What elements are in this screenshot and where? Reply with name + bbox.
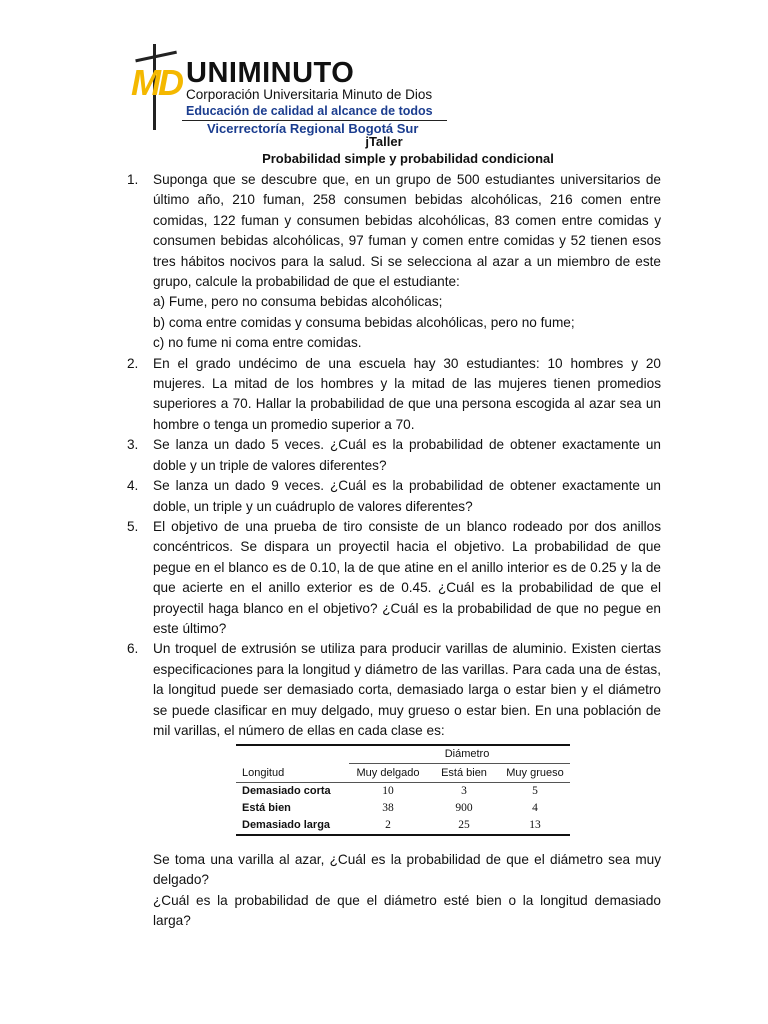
question-number: 6. bbox=[127, 641, 139, 657]
question-list bbox=[127, 170, 661, 741]
document-title: jTaller bbox=[365, 134, 403, 149]
table-row-label: Está bien bbox=[242, 802, 291, 814]
question-4 bbox=[127, 476, 661, 517]
table-row-label: Demasiado corta bbox=[242, 785, 331, 797]
question-text: Se lanza un dado 5 veces. ¿Cuál es la probabilidad de obtener exactamente un doble y un triple de valores diferentes? bbox=[153, 437, 661, 473]
table-row bbox=[236, 817, 570, 834]
question-text: El objetivo de una prueba de tiro consiste de un blanco rodeado por dos anillos concéntricos. Se dispara un proyectil hacia el objetivo. La probabilidad de que pegue en el blanco es de 0.10, la de que atine en el anillo interior es de 0.25 y la de que acierte en el anillo exterior es de 0.45. ¿Cuál es la probabilidad de que el proyectil haga blanco en el objetivo? ¿Cuál es la probabilidad de que no pegue en este último? bbox=[153, 518, 661, 636]
question-number: 1. bbox=[127, 172, 139, 187]
table-cell: 25 bbox=[458, 819, 470, 831]
question-text: Se lanza un dado 9 veces. ¿Cuál es la probabilidad de obtener exactamente un doble, un triple y un cuádruplo de valores diferentes? bbox=[153, 478, 661, 514]
table-row bbox=[236, 800, 570, 817]
question-3 bbox=[127, 435, 661, 476]
org-tagline: Educación de calidad al alcance de todos bbox=[186, 104, 433, 118]
question-text: Suponga que se descubre que, en un grupo de 500 estudiantes universitarios de último año, 210 fuman, 258 consumen bebidas alcohólicas, 216 comen entre comidas, 122 fuman y consumen bebidas alcohólicas, 83 comen entre comidas y consumen bebidas alcohólicas, 97 fuman y comen entre comidas y 52 tienen esos tres hábitos nocivos para la salud. Si se selecciona al azar a un miembro de este grupo, calcule la probabilidad de que el estudiante: bbox=[153, 172, 661, 290]
question-number: 4. bbox=[127, 478, 139, 494]
followup-question: Se toma una varilla al azar, ¿Cuál es la probabilidad de que el diámetro sea muy delgado? bbox=[153, 852, 661, 888]
rod-classification-table bbox=[236, 744, 570, 836]
org-name: UNIMINUTO bbox=[186, 57, 355, 89]
question-1 bbox=[127, 170, 661, 354]
md-cross-logo-icon bbox=[125, 42, 187, 132]
table-row-header: Longitud bbox=[242, 767, 285, 779]
question-option: b) coma entre comidas y consuma bebidas alcohólicas, pero no fume; bbox=[153, 314, 575, 330]
question-text: Un troquel de extrusión se utiliza para producir varillas de aluminio. Existen ciertas especificaciones para la longitud y diámetro de las varillas. Para cada una de éstas, la longitud puede ser demasiado corta, demasiado larga o estar bien y el diámetro se puede clasificar en muy delgado, muy grueso o estar bien. En una población de mil varillas, el número de ellas en cada clase es: bbox=[153, 641, 661, 738]
question-number: 5. bbox=[127, 518, 139, 534]
table-cell: 5 bbox=[532, 785, 538, 797]
table-column-header: Muy grueso bbox=[506, 767, 564, 779]
table-cell: 38 bbox=[382, 802, 394, 814]
uniminuto-logo bbox=[125, 42, 445, 136]
table-cell: 900 bbox=[455, 802, 473, 814]
table-group-header: Diámetro bbox=[444, 748, 490, 760]
question-option: c) no fume ni coma entre comidas. bbox=[153, 335, 362, 351]
table-cell: 3 bbox=[461, 785, 467, 797]
table-column-header: Está bien bbox=[441, 767, 487, 779]
table-cell: 13 bbox=[529, 819, 541, 831]
table-column-header: Muy delgado bbox=[356, 767, 420, 779]
table-group-header-row bbox=[236, 746, 570, 765]
table-cell: 4 bbox=[532, 802, 538, 814]
table-group-underline bbox=[349, 763, 570, 764]
question-number: 2. bbox=[127, 355, 139, 371]
table-cell: 2 bbox=[385, 819, 391, 831]
question-6 bbox=[127, 639, 661, 741]
table-header-row bbox=[236, 765, 570, 782]
org-subtitle: Corporación Universitaria Minuto de Dios bbox=[186, 87, 433, 102]
table-bottom-rule bbox=[236, 834, 570, 836]
org-regional: Vicerrectoría Regional Bogotá Sur bbox=[207, 121, 419, 136]
followup-questions bbox=[153, 850, 661, 932]
followup-question: ¿Cuál es la probabilidad de que el diámetro esté bien o la longitud demasiado larga? bbox=[153, 892, 661, 929]
document-subtitle: Probabilidad simple y probabilidad condicional bbox=[262, 151, 554, 166]
question-text: En el grado undécimo de una escuela hay 30 estudiantes: 10 hombres y 20 mujeres. La mitad de los hombres y la mitad de las mujeres tienen promedios superiores a 70. Hallar la probabilidad de que una persona escogida al azar sea un hombre o tenga un promedio superior a 70. bbox=[153, 355, 661, 432]
question-number: 3. bbox=[127, 437, 139, 453]
question-option: a) Fume, pero no consuma bebidas alcohólicas; bbox=[153, 294, 443, 310]
table-row bbox=[236, 783, 570, 800]
table-cell: 10 bbox=[382, 785, 394, 797]
logo-mark-text: MD bbox=[131, 62, 181, 103]
question-5 bbox=[127, 517, 661, 639]
question-2 bbox=[127, 354, 661, 436]
table-row-label: Demasiado larga bbox=[242, 819, 331, 831]
